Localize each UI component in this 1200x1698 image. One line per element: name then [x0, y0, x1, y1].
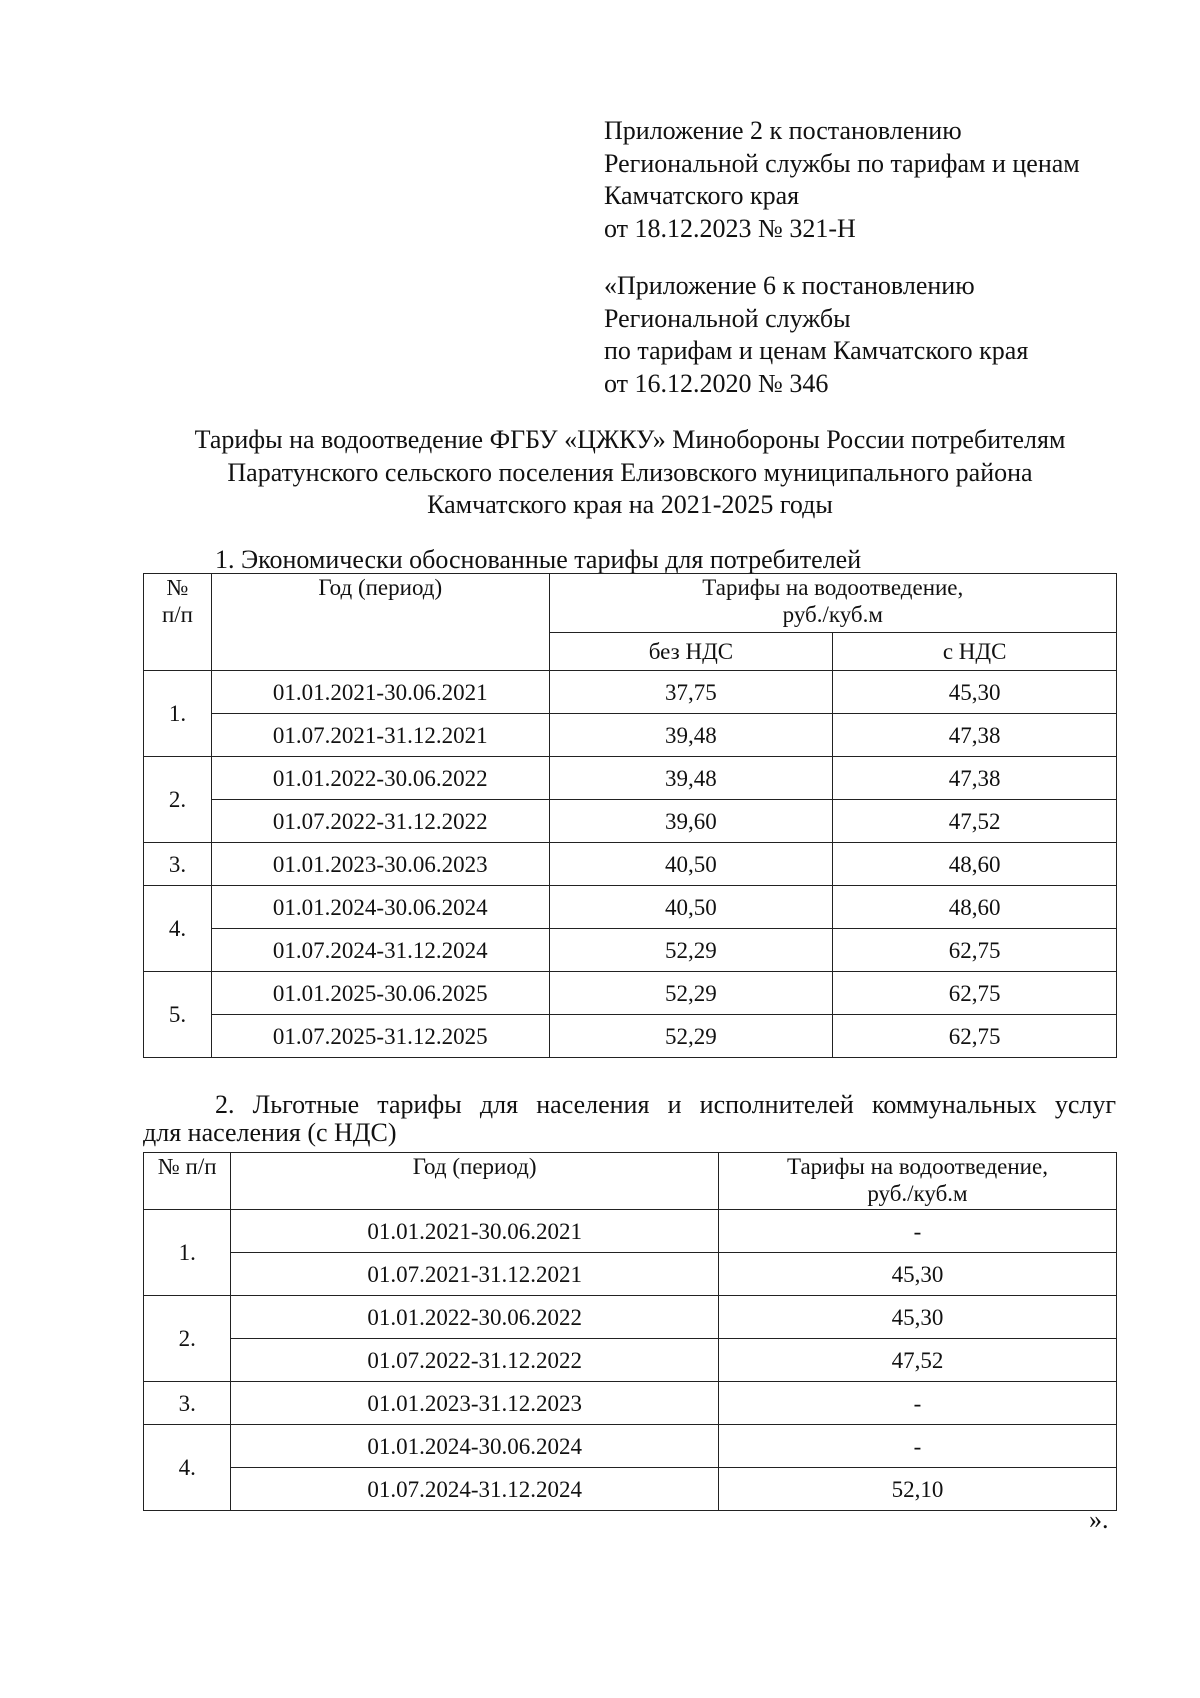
appendix-previous-block: [604, 270, 1028, 400]
appendix-line: «Приложение 6 к постановлению: [604, 271, 975, 300]
preferential-tariffs-table: [143, 1152, 1117, 1511]
row-number: 3.: [144, 843, 212, 886]
closing-quote-mark: ».: [1089, 1505, 1109, 1534]
header-tariff: [549, 574, 1116, 633]
appendix-line: по тарифам и ценам Камчатского края: [604, 336, 1029, 365]
header-with-vat: с НДС: [833, 633, 1117, 671]
tariff-with-vat-cell: 48,60: [833, 886, 1117, 929]
tariff-cell: 45,30: [718, 1296, 1116, 1339]
appendix-line: Приложение 2 к постановлению: [604, 116, 962, 145]
table-row: [144, 800, 1117, 843]
section2-title: [143, 1090, 1116, 1148]
header-tariff-line1: Тарифы на водоотведение,: [786, 1154, 1048, 1179]
section1-title: 1. Экономически обоснованные тарифы для потребителей: [215, 545, 862, 574]
table-row: [144, 1382, 1117, 1425]
table-row: [144, 972, 1117, 1015]
header-tariff-line2: руб./куб.м: [867, 1181, 968, 1206]
tariff-with-vat-cell: 62,75: [833, 972, 1117, 1015]
period-cell: 01.01.2025-30.06.2025: [211, 972, 549, 1015]
tariff-with-vat-cell: 62,75: [833, 929, 1117, 972]
period-cell: 01.01.2023-31.12.2023: [231, 1382, 719, 1425]
period-cell: 01.07.2022-31.12.2022: [231, 1339, 719, 1382]
economic-tariffs-table: [143, 573, 1117, 1058]
tariff-without-vat-cell: 52,29: [549, 1015, 833, 1058]
tariff-without-vat-cell: 39,60: [549, 800, 833, 843]
header-period: Год (период): [231, 1153, 719, 1210]
table-row: [144, 1210, 1117, 1253]
period-cell: 01.01.2021-30.06.2021: [211, 671, 549, 714]
period-cell: 01.07.2022-31.12.2022: [211, 800, 549, 843]
row-number: 5.: [144, 972, 212, 1058]
period-cell: 01.01.2023-30.06.2023: [211, 843, 549, 886]
tariff-without-vat-cell: 40,50: [549, 843, 833, 886]
appendix-line: от 18.12.2023 № 321-Н: [604, 213, 856, 243]
header-num-line1: №: [166, 575, 189, 600]
row-number: 1.: [144, 671, 212, 757]
tariff-without-vat-cell: 39,48: [549, 714, 833, 757]
header-tariff-line1: Тарифы на водоотведение,: [702, 575, 964, 600]
table-row: [144, 1339, 1117, 1382]
tariff-cell: 52,10: [718, 1468, 1116, 1511]
period-cell: 01.01.2022-30.06.2022: [211, 757, 549, 800]
document-title: [130, 424, 1130, 522]
tariff-without-vat-cell: 40,50: [549, 886, 833, 929]
row-number: 1.: [144, 1210, 231, 1296]
tariff-with-vat-cell: 45,30: [833, 671, 1117, 714]
appendix-line: Региональной службы: [604, 303, 851, 333]
period-cell: 01.07.2024-31.12.2024: [211, 929, 549, 972]
header-without-vat: без НДС: [549, 633, 833, 671]
header-num: № п/п: [144, 1153, 231, 1210]
header-period: Год (период): [211, 574, 549, 671]
title-line: Паратунского сельского поселения Елизовского муниципального района: [227, 457, 1033, 487]
table-row: [144, 671, 1117, 714]
table-row: [144, 1296, 1117, 1339]
table-row: [144, 929, 1117, 972]
header-tariff: [718, 1153, 1116, 1210]
table-row: [144, 843, 1117, 886]
appendix-line: от 16.12.2020 № 346: [604, 368, 829, 398]
period-cell: 01.07.2025-31.12.2025: [211, 1015, 549, 1058]
tariff-cell: 45,30: [718, 1253, 1116, 1296]
table-row: [144, 1253, 1117, 1296]
header-num-line2: п/п: [161, 602, 193, 627]
tariff-cell: -: [718, 1382, 1116, 1425]
period-cell: 01.07.2021-31.12.2021: [231, 1253, 719, 1296]
section2-title-line1: 2. Льготные тарифы для населения и исполнителей коммунальных услуг: [215, 1090, 1116, 1119]
tariff-with-vat-cell: 62,75: [833, 1015, 1117, 1058]
tariff-with-vat-cell: 47,38: [833, 714, 1117, 757]
period-cell: 01.01.2022-30.06.2022: [231, 1296, 719, 1339]
header-num: [144, 574, 212, 671]
period-cell: 01.07.2021-31.12.2021: [211, 714, 549, 757]
tariff-cell: 47,52: [718, 1339, 1116, 1382]
tariff-cell: -: [718, 1210, 1116, 1253]
row-number: 3.: [144, 1382, 231, 1425]
header-tariff-line2: руб./куб.м: [782, 602, 883, 627]
tariff-cell: -: [718, 1425, 1116, 1468]
tariff-without-vat-cell: 52,29: [549, 929, 833, 972]
table-row: [144, 1468, 1117, 1511]
tariff-without-vat-cell: 37,75: [549, 671, 833, 714]
appendix-line: Камчатского края: [604, 181, 800, 210]
period-cell: 01.07.2024-31.12.2024: [231, 1468, 719, 1511]
table-row: [144, 1015, 1117, 1058]
title-line: Камчатского края на 2021-2025 годы: [427, 490, 833, 519]
tariff-with-vat-cell: 48,60: [833, 843, 1117, 886]
period-cell: 01.01.2021-30.06.2021: [231, 1210, 719, 1253]
row-number: 4.: [144, 1425, 231, 1511]
row-number: 2.: [144, 757, 212, 843]
table-row: [144, 757, 1117, 800]
row-number: 4.: [144, 886, 212, 972]
section2-title-line2: для населения (с НДС): [143, 1118, 397, 1147]
period-cell: 01.01.2024-30.06.2024: [231, 1425, 719, 1468]
title-line: Тарифы на водоотведение ФГБУ «ЦЖКУ» Минобороны России потребителям: [194, 425, 1066, 454]
table-row: [144, 886, 1117, 929]
tariff-with-vat-cell: 47,38: [833, 757, 1117, 800]
table-row: [144, 1425, 1117, 1468]
appendix-line: Региональной службы по тарифам и ценам: [604, 148, 1080, 178]
tariff-with-vat-cell: 47,52: [833, 800, 1117, 843]
appendix-current-block: [604, 115, 1080, 245]
tariff-without-vat-cell: 39,48: [549, 757, 833, 800]
row-number: 2.: [144, 1296, 231, 1382]
tariff-without-vat-cell: 52,29: [549, 972, 833, 1015]
period-cell: 01.01.2024-30.06.2024: [211, 886, 549, 929]
table-row: [144, 714, 1117, 757]
